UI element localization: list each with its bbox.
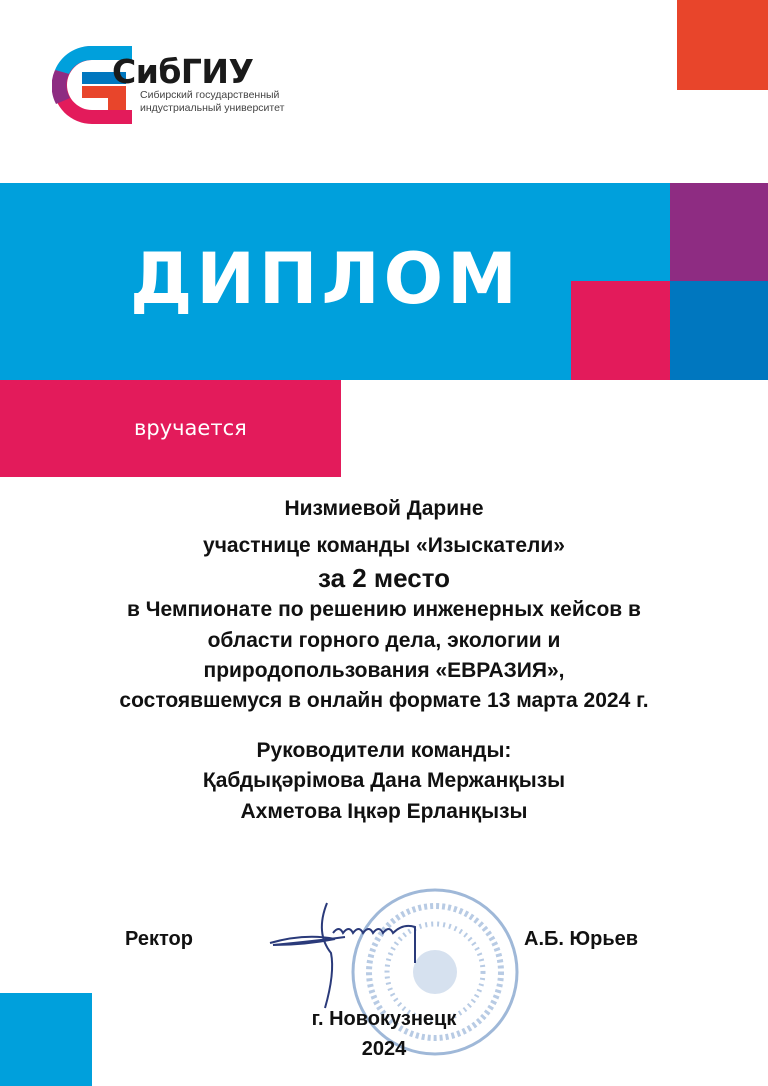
event-line: состоявшемуся в онлайн формате 13 марта 2024 г.	[119, 689, 649, 712]
diploma-title: ДИПЛОМ	[130, 238, 521, 320]
event-line: области горного дела, экологии и	[207, 629, 561, 652]
dark-blue-square	[670, 281, 768, 380]
logo-subtitle	[140, 89, 284, 115]
event-line: природопользования «ЕВРАЗИЯ»,	[203, 659, 565, 682]
signatory-name: А.Б. Юрьев	[524, 928, 639, 950]
blue-corner-square	[0, 993, 92, 1086]
orange-square	[677, 0, 768, 90]
city: г. Новокузнецк	[311, 1008, 457, 1030]
logo-name: СибГИУ	[112, 52, 254, 91]
event-line: в Чемпионате по решению инженерных кейсов в	[127, 598, 641, 621]
year: 2024	[361, 1038, 407, 1060]
pink-square	[571, 281, 670, 380]
signatory-position: Ректор	[125, 928, 193, 950]
place: за 2 место	[317, 563, 451, 593]
supervisor-name: Ахметова Іңкәр Ерланқызы	[240, 800, 528, 823]
signature-row	[0, 928, 768, 958]
awarded-label: вручается	[134, 416, 247, 440]
supervisor-name: Қабдықәрімова Дана Мержанқызы	[202, 769, 566, 792]
logo-subtitle-line: индустриальный университет	[140, 102, 285, 114]
recipient-name: Низмиевой Дарине	[284, 497, 484, 520]
recipient-role: участнице команды «Изыскатели»	[203, 534, 565, 557]
logo-subtitle-line: Сибирский государственный	[140, 89, 280, 101]
purple-square	[670, 183, 768, 281]
supervisors-heading: Руководители команды:	[256, 739, 512, 762]
